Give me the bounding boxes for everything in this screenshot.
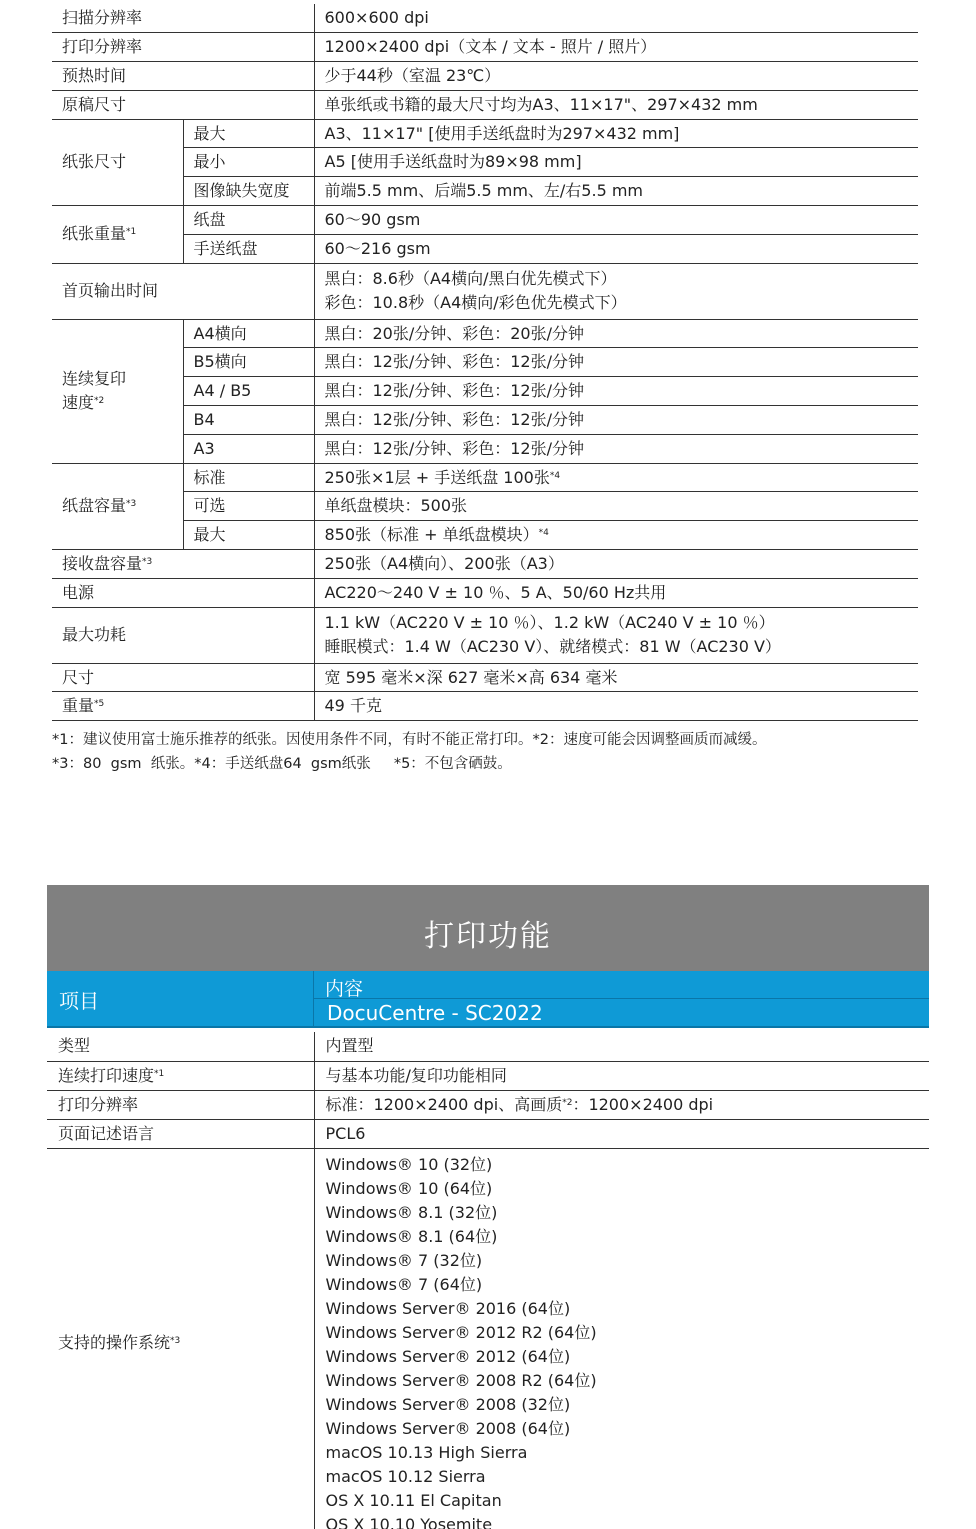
table-row [52, 463, 918, 492]
sub-label: A4横向 [183, 319, 314, 348]
row-label: 电源 [52, 578, 314, 607]
header-divider [313, 971, 314, 1028]
group-label-text: 纸盘容量 [62, 496, 127, 516]
table-header [47, 971, 929, 1028]
row-value [314, 463, 918, 492]
list-item: Windows® 7 (32位) [325, 1250, 483, 1270]
section-banner [47, 885, 929, 971]
list-item: Windows Server® 2012 R2 (64位) [325, 1322, 597, 1342]
spec-table [52, 4, 918, 721]
value-line: 彩色：10.8秒（A4横向/彩色优先模式下） [324, 293, 627, 313]
group-label-line2 [62, 391, 183, 415]
header-item-label: 项目 [59, 989, 99, 1013]
sub-label: B4 [183, 406, 314, 435]
value-text: ：1200×2400 dpi [572, 1094, 714, 1114]
header-divider [314, 998, 929, 999]
footnote-mark: *4 [538, 528, 549, 539]
row-value: 少于44秒（室温 23℃） [314, 62, 918, 91]
footnote-mark: *4 [549, 470, 561, 481]
footnote-mark: *5 [94, 699, 105, 710]
group-label: 纸张尺寸 [52, 119, 183, 205]
sub-label: 最大 [183, 521, 314, 550]
footnote-mark: *1 [154, 1068, 165, 1079]
sub-label: 手送纸盘 [183, 234, 314, 263]
group-label [52, 206, 183, 264]
table-row [52, 550, 918, 579]
value-text: 850张（标准 + 单纸盘模块） [324, 525, 539, 545]
footnote-mark: *3 [126, 499, 137, 510]
sub-label: 纸盘 [183, 206, 314, 235]
value-text: 250张×1层 + 手送纸盘 100张 [324, 467, 550, 487]
sub-label: 可选 [183, 492, 314, 521]
row-label-text: 连续打印速度 [58, 1065, 155, 1085]
row-value [314, 521, 918, 550]
row-label: 首页输出时间 [52, 263, 314, 319]
row-label: 尺寸 [52, 663, 314, 692]
row-value: 单纸盘模块：500张 [314, 492, 918, 521]
list-item: macOS 10.13 High Sierra [325, 1442, 528, 1462]
row-value: 黑白：12张/分钟、彩色：12张/分钟 [314, 406, 918, 435]
table-row [47, 1061, 929, 1090]
value-line: 睡眠模式：1.4 W（AC230 V）、就绪模式：81 W（AC230 V） [324, 637, 781, 657]
value-text: 标准：1200×2400 dpi、高画质 [325, 1094, 563, 1114]
row-label-text: 支持的操作系统 [58, 1332, 171, 1352]
row-label [47, 1148, 314, 1529]
table-row [52, 90, 918, 119]
row-value [314, 607, 918, 663]
list-item: Windows® 10 (32位) [325, 1154, 493, 1174]
footnote-mark: *3 [170, 1335, 181, 1346]
row-label: 扫描分辨率 [52, 4, 314, 33]
row-label: 最大功耗 [52, 607, 314, 663]
table-row [47, 1119, 929, 1148]
row-value: 前端5.5 mm、后端5.5 mm、左/右5.5 mm [314, 177, 918, 206]
row-value: 600×600 dpi [314, 4, 918, 33]
list-item: Windows Server® 2008 (64位) [325, 1418, 571, 1438]
row-label: 原稿尺寸 [52, 90, 314, 119]
header-model-name: DocuCentre - SC2022 [327, 1001, 543, 1025]
row-label: 预热时间 [52, 62, 314, 91]
row-value [314, 263, 918, 319]
row-label-text: 接收盘容量 [62, 553, 143, 573]
table-row [52, 607, 918, 663]
row-value: 内置型 [314, 1032, 929, 1061]
row-value: 60～216 gsm [314, 234, 918, 263]
footnote-line: *1：建议使用富士施乐推荐的纸张。因使用条件不同，有时不能正常打印。*2：速度可能会因调整画质而减缓。 [52, 732, 767, 748]
sub-label: B5横向 [183, 348, 314, 377]
group-label-text: 速度 [62, 393, 95, 413]
sub-label: 最小 [183, 148, 314, 177]
row-value: 单张纸或书籍的最大尺寸均为A3、11×17"、297×432 mm [314, 90, 918, 119]
row-label: 打印分辨率 [52, 33, 314, 62]
table-row [52, 263, 918, 319]
table-row [47, 1032, 929, 1061]
sub-label: A3 [183, 434, 314, 463]
row-label [52, 692, 314, 721]
sub-label: 标准 [183, 463, 314, 492]
table-row [52, 692, 918, 721]
row-value: A3、11×17" [使用手送纸盘时为297×432 mm] [314, 119, 918, 148]
row-value: 黑白：12张/分钟、彩色：12张/分钟 [314, 434, 918, 463]
row-value [314, 1090, 929, 1119]
list-item: Windows Server® 2016 (64位) [325, 1298, 571, 1318]
footnote-mark: *2 [562, 1097, 573, 1108]
row-value: A5 [使用手送纸盘时为89×98 mm] [314, 148, 918, 177]
table-row [52, 319, 918, 348]
list-item: Windows® 8.1 (32位) [325, 1202, 498, 1222]
footnote-mark: *1 [126, 227, 137, 238]
row-value: 60～90 gsm [314, 206, 918, 235]
group-label [52, 463, 183, 549]
row-label: 页面记述语言 [47, 1119, 314, 1148]
row-label: 打印分辨率 [47, 1090, 314, 1119]
row-value: 黑白：12张/分钟、彩色：12张/分钟 [314, 377, 918, 406]
section-title: 打印功能 [424, 919, 552, 954]
row-value: 49 千克 [314, 692, 918, 721]
footnote-mark: *3 [142, 556, 153, 567]
table-row [52, 4, 918, 33]
row-label [52, 550, 314, 579]
table-row [52, 33, 918, 62]
row-value: 宽 595 毫米×深 627 毫米×高 634 毫米 [314, 663, 918, 692]
list-item: OS X 10.11 El Capitan [325, 1490, 502, 1510]
value-line: 1.1 kW（AC220 V ± 10 ％）、1.2 kW（AC240 V ± 10 ％） [324, 613, 775, 633]
list-item: Windows® 7 (64位) [325, 1274, 483, 1294]
row-value: 黑白：12张/分钟、彩色：12张/分钟 [314, 348, 918, 377]
row-label [47, 1061, 314, 1090]
row-value: 黑白：20张/分钟、彩色：20张/分钟 [314, 319, 918, 348]
list-item: Windows Server® 2008 (32位) [325, 1394, 571, 1414]
row-value: 1200×2400 dpi（文本 / 文本 - 照片 / 照片） [314, 33, 918, 62]
footnote-mark: *2 [94, 396, 105, 407]
footnote-line: *3：80 gsm 纸张。*4：手送纸盘64 gsm纸张 *5：不包含硒鼓。 [52, 756, 512, 772]
sub-label: 最大 [183, 119, 314, 148]
print-spec-table [47, 1032, 929, 1529]
sub-label: A4 / B5 [183, 377, 314, 406]
table-row [52, 119, 918, 148]
group-label-text: 纸张重量 [62, 224, 127, 244]
list-item: Windows® 8.1 (64位) [325, 1226, 498, 1246]
row-label-text: 重量 [62, 696, 95, 716]
row-label: 类型 [47, 1032, 314, 1061]
group-label [52, 319, 183, 463]
table-row [52, 206, 918, 235]
row-value: PCL6 [314, 1119, 929, 1148]
row-value: 与基本功能/复印功能相同 [314, 1061, 929, 1090]
header-content-label: 内容 [325, 978, 364, 1000]
list-item: macOS 10.12 Sierra [325, 1466, 486, 1486]
list-item: Windows Server® 2012 (64位) [325, 1346, 571, 1366]
row-value: AC220～240 V ± 10 ％、5 A、50/60 Hz共用 [314, 578, 918, 607]
list-item: OS X 10.10 Yosemite [325, 1514, 493, 1529]
table-row [52, 62, 918, 91]
table-row [52, 578, 918, 607]
list-item: Windows® 10 (64位) [325, 1178, 493, 1198]
table-row [47, 1148, 929, 1529]
table-row [47, 1090, 929, 1119]
group-label-line: 连续复印 [62, 369, 127, 389]
table-row [52, 663, 918, 692]
value-line: 黑白：8.6秒（A4横向/黑白优先模式下） [324, 269, 617, 289]
footnotes [52, 728, 932, 776]
sub-label: 图像缺失宽度 [183, 177, 314, 206]
list-item: Windows Server® 2008 R2 (64位) [325, 1370, 597, 1390]
os-list [314, 1148, 929, 1529]
row-value: 250张（A4横向）、200张（A3） [314, 550, 918, 579]
